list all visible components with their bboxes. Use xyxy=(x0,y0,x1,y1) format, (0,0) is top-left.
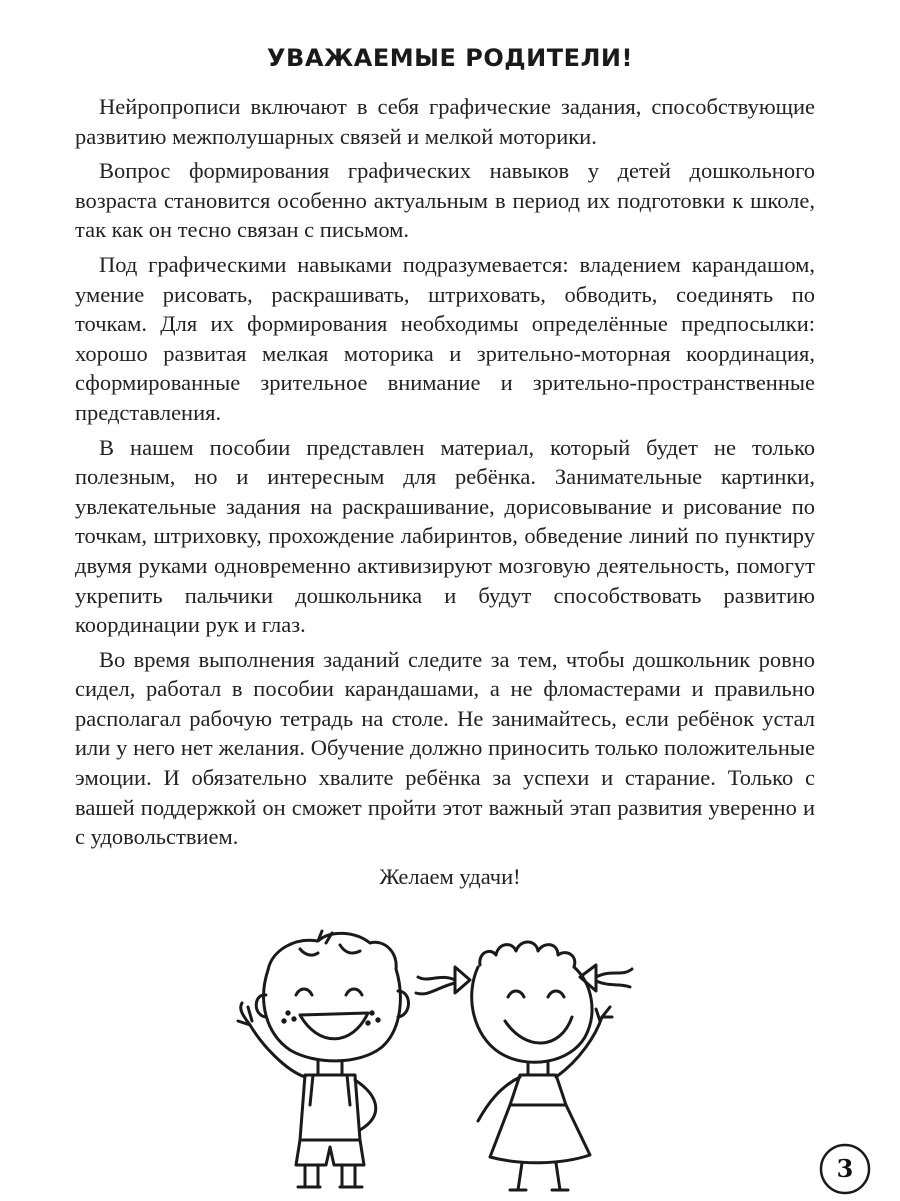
paragraph-5: Во время выполнения заданий следите за тем, чтобы дошкольник ровно сидел, работал в пособии карандашами, а не фломастерами и правильно располагал рабочую тетрадь на столе. Не занимайтесь, если ребёнок устал или у него нет желания. Обучение должно приносить только положительные эмоции. И обязательно хвалите ребёнка за успехи и старание. Только с вашей поддержкой он сможет пройти этот важный этап развития уверенно и с удовольствием. xyxy=(75,646,815,850)
paragraph-3: Под графическими навыками подразумевается: владением карандашом, умение рисовать, раскрашивать, штриховать, обводить, соединять по точкам. Для их формирования необходимы определённые предпосылки: хорошо развитая мелкая моторика и зрительно-моторная координация, сформированные зрительное внимание и зрительно-пространственные представления. xyxy=(75,251,815,425)
paragraph-4: В нашем пособии представлен материал, который будет не только полезным, но и интересным для ребёнка. Занимательные картинки, увлекательные задания на раскрашивание, дорисовывание и рисование по точкам, штриховку, прохождение лабиринтов, обведение линий по пунктиру двумя руками одновременно активизируют мозговую деятельность, помогут укрепить пальчики дошкольника и будут способствовать развитию координации рук и глаз. xyxy=(75,434,815,638)
body-text xyxy=(75,92,815,857)
paragraph-1: Нейропрописи включают в себя графические задания, способствующие развитию межполушарных связей и мелкой моторики. xyxy=(75,94,815,149)
boy-drawing xyxy=(238,931,409,1187)
page-number-badge xyxy=(818,1142,872,1196)
paragraph-2: Вопрос формирования графических навыков у детей дошкольного возраста становится особенно актуальным в период их подготовки к школе, так как он тесно связан с письмом. xyxy=(75,158,815,243)
girl-drawing xyxy=(416,942,632,1190)
kids-illustration xyxy=(0,925,900,1200)
page-title: УВАЖАЕМЫЕ РОДИТЕЛИ! xyxy=(267,44,633,72)
closing-wish: Желаем удачи! xyxy=(379,864,521,889)
page-number: 3 xyxy=(836,1154,854,1183)
